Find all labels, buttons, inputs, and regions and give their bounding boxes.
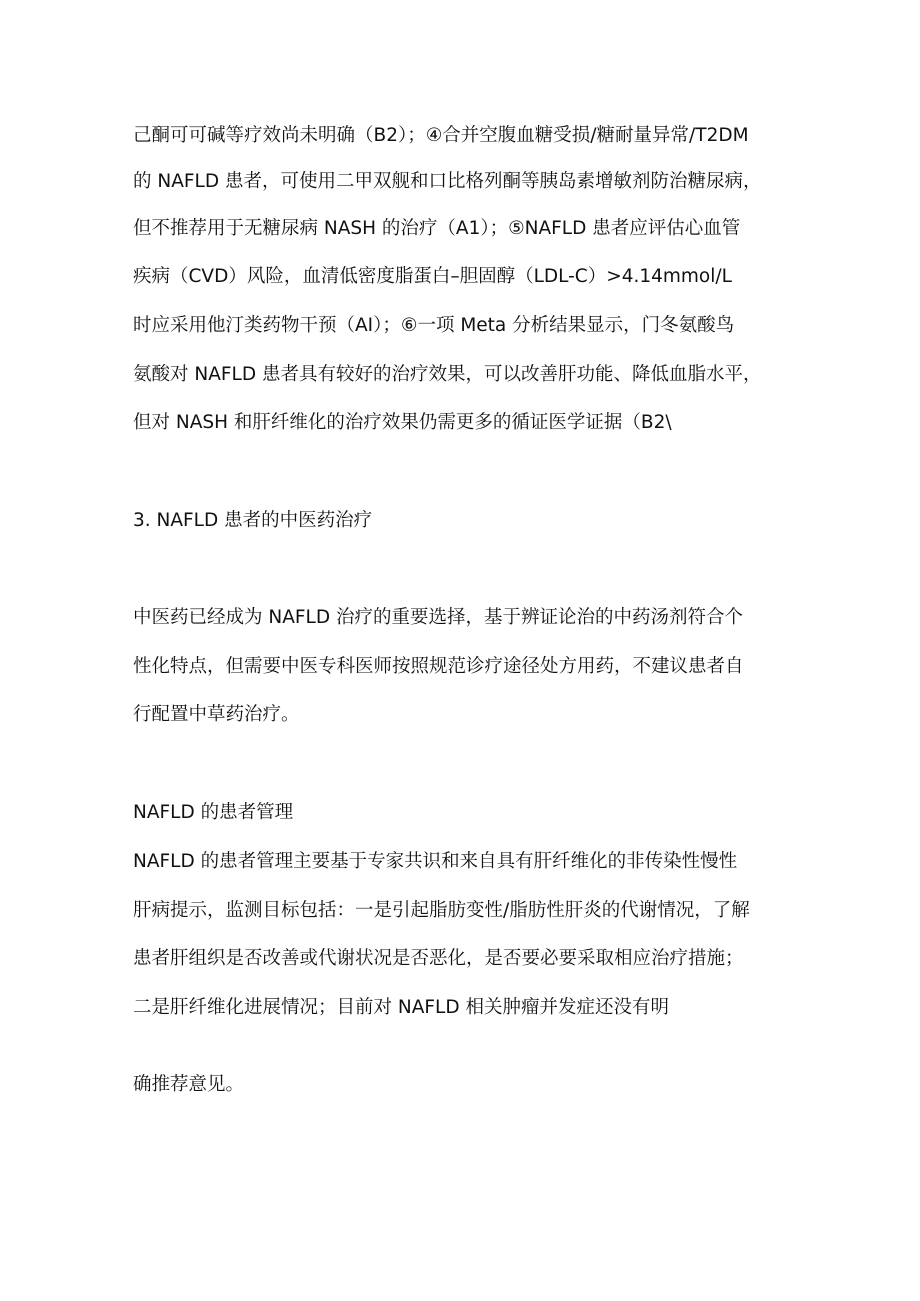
section-heading-tcm: 3. NAFLD 患者的中医药治疗	[133, 510, 373, 531]
text-line: 患者肝组织是否改善或代谢状况是否恶化，是否要必要采取相应治疗措施；	[133, 948, 744, 969]
text-line: 但不推荐用于无糖尿病 NASH 的治疗（A1）；⑤NAFLD 患者应评估心血管	[133, 218, 741, 239]
text-line: 时应采用他汀类药物干预（AI）；⑥一项 Meta 分析结果显示，门冬氨酸鸟	[133, 315, 735, 336]
section-heading-management: NAFLD 的患者管理	[133, 802, 294, 823]
text-line: 的 NAFLD 患者，可使用二甲双舰和口比格列酮等胰岛素增敏剂防治糖尿病，	[133, 171, 762, 192]
text-line: 疾病（CVD）风险，血清低密度脂蛋白–胆固醇（LDL-C）>4.14mmol/L	[133, 266, 732, 287]
paragraph-closing: 确推荐意见。	[133, 1074, 245, 1095]
text-line: 氨酸对 NAFLD 患者具有较好的治疗效果，可以改善肝功能、降低血脂水平，	[133, 364, 762, 385]
text-line: 行配置中草药治疗。	[133, 704, 300, 725]
text-line: 肝病提示，监测目标包括：一是引起脂肪变性/脂肪性肝炎的代谢情况，了解	[133, 900, 750, 921]
text-line: 己酮可可碱等疗效尚未明确（B2）；④合并空腹血糖受损/糖耐量异常/T2DM	[133, 125, 749, 146]
text-line: NAFLD 的患者管理主要基于专家共识和来自具有肝纤维化的非传染性慢性	[133, 851, 738, 872]
text-line: 二是肝纤维化进展情况；目前对 NAFLD 相关肿瘤并发症还没有明	[133, 997, 669, 1018]
text-line: 但对 NASH 和肝纤维化的治疗效果仍需更多的循证医学证据（B2\	[133, 412, 672, 433]
text-line: 中医药已经成为 NAFLD 治疗的重要选择，基于辨证论治的中药汤剂符合个	[133, 607, 743, 628]
text-line: 性化特点，但需要中医专科医师按照规范诊疗途径处方用药，不建议患者自	[133, 656, 744, 677]
